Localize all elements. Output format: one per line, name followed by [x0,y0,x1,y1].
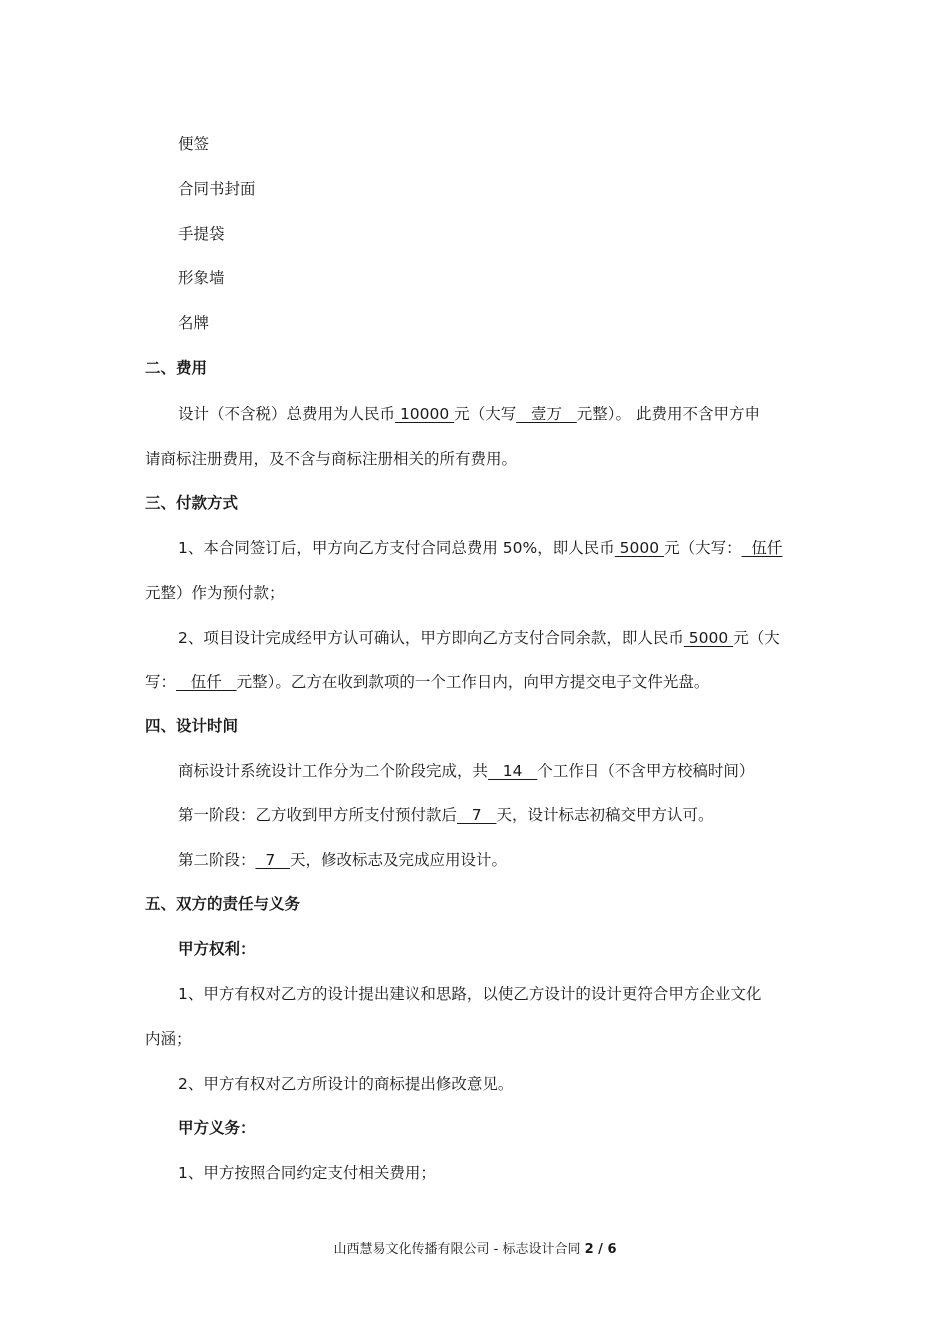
fees-paragraph: 设计（不含税）总费用为人民币 10000 元（大写 壹万 元整）。 此费用不含甲方申 [178,405,760,423]
fee-amount-words: 壹万 [516,405,577,423]
list-item: 手提袋 [178,225,225,243]
list-item: 形象墙 [178,269,225,287]
payment-item-2: 2、项目设计完成经甲方认可确认，甲方即向乙方支付合同余款，即人民币 5000 元（大 [178,629,780,647]
total-workdays: 14 [488,762,538,780]
fees-paragraph-continued: 请商标注册费用，及不含与商标注册相关的所有费用。 [145,450,518,468]
page-footer [0,1241,950,1259]
rights-item-2: 2、甲方有权对乙方所设计的商标提出修改意见。 [178,1075,514,1093]
stage-two-days: 7 [255,851,291,869]
section-heading-payment: 三、付款方式 [145,494,239,512]
page-number: 2 / 6 [584,1242,617,1257]
stage-one-days: 7 [457,806,497,824]
duties-item-1: 1、甲方按照合同约定支付相关费用； [178,1164,436,1182]
prepayment-amount: 5000 [614,539,665,557]
section-heading-responsibilities: 五、双方的责任与义务 [145,895,301,913]
rights-item-1-continued: 内涵； [145,1030,192,1048]
rights-item-1: 1、甲方有权对乙方的设计提出建议和思路，以使乙方设计的设计更符合甲方企业文化 [178,985,762,1003]
section-heading-fees: 二、费用 [145,359,208,377]
payment-item-2-continued: 写： 伍仟 元整）。乙方在收到款项的一个工作日内，向甲方提交电子文件光盘。 [145,673,710,691]
list-item: 名牌 [178,314,210,332]
fee-amount: 10000 [395,405,455,423]
payment-item-1-continued: 元整）作为预付款； [145,584,285,602]
section-heading-schedule: 四、设计时间 [145,717,239,735]
schedule-paragraph: 商标设计系统设计工作分为二个阶段完成，共 14 个工作日（不含甲方校稿时间） [178,762,755,780]
stage-one: 第一阶段：乙方收到甲方所支付预付款后 7 天，设计标志初稿交甲方认可。 [178,806,714,824]
subheading-party-a-duties: 甲方义务： [178,1119,256,1137]
prepayment-amount-words: 伍仟 [741,539,783,557]
balance-amount: 5000 [683,629,734,647]
balance-amount-words: 伍仟 [176,673,237,691]
list-item: 便签 [178,135,210,153]
payment-item-1: 1、本合同签订后，甲方向乙方支付合同总费用 50%，即人民币 5000 元（大写： 伍仟 [178,539,783,557]
list-item: 合同书封面 [178,180,256,198]
footer-company: 山西慧易文化传播有限公司 - 标志设计合同 [333,1242,581,1257]
stage-two: 第二阶段： 7 天，修改标志及完成应用设计。 [178,851,508,869]
subheading-party-a-rights: 甲方权利： [178,940,256,958]
